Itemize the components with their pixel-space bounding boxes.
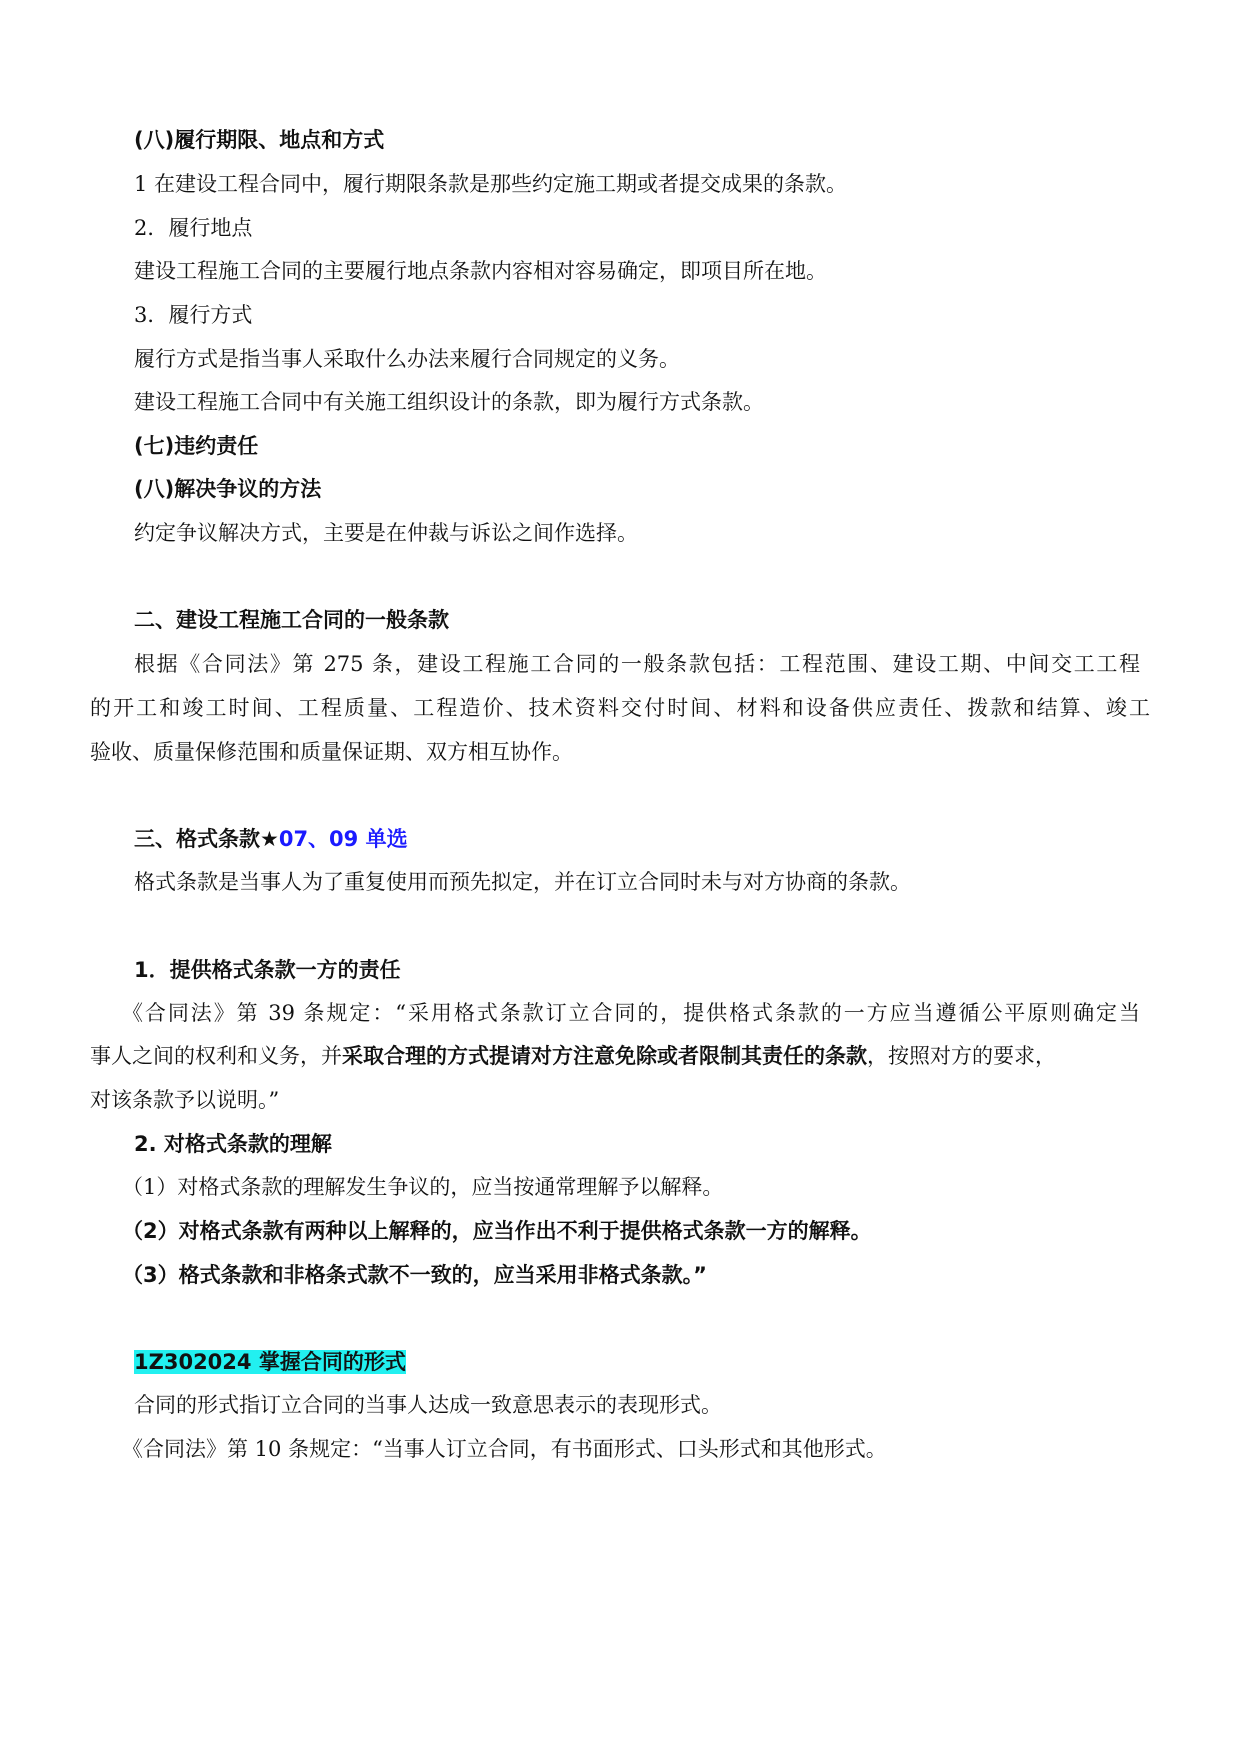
section-heading: (七)违约责任 — [134, 434, 259, 458]
paragraph-line: 对该条款予以说明。” — [90, 1088, 280, 1112]
list-item: （1）对格式条款的理解发生争议的，应当按通常理解予以解释。 — [122, 1175, 724, 1199]
paragraph-line: 根据《合同法》第 275 条，建设工程施工合同的一般条款包括：工程范围、建设工期、中间交工工程 — [134, 652, 1140, 676]
list-item: （2）对格式条款有两种以上解释的，应当作出不利于提供格式条款一方的解释。 — [122, 1219, 872, 1243]
text-segment: ，按照对方的要求， — [867, 1044, 1056, 1068]
section-heading: 2. 对格式条款的理解 — [134, 1132, 332, 1156]
paragraph: 格式条款是当事人为了重复使用而预先拟定，并在订立合同时未与对方协商的条款。 — [134, 870, 911, 894]
paragraph-line: 《合同法》第 39 条规定：“采用格式条款订立合同的，提供格式条款的一方应当遵循公平原则确定当 — [122, 1001, 1140, 1025]
section-heading: 1．提供格式条款一方的责任 — [134, 958, 401, 982]
section-heading: (八)履行期限、地点和方式 — [134, 128, 385, 152]
paragraph: 3．履行方式 — [134, 303, 253, 327]
paragraph: 建设工程施工合同的主要履行地点条款内容相对容易确定，即项目所在地。 — [134, 259, 827, 283]
section-heading: 二、建设工程施工合同的一般条款 — [134, 608, 449, 632]
section-heading: (八)解决争议的方法 — [134, 477, 322, 501]
section-heading — [134, 825, 1144, 853]
list-item: （3）格式条款和非格条式款不一致的，应当采用非格式条款。” — [122, 1263, 707, 1287]
section-heading — [134, 1348, 1144, 1376]
exam-tag: 07、09 单选 — [278, 827, 408, 851]
paragraph-line: 的开工和竣工时间、工程质量、工程造价、技术资料交付时间、材料和设备供应责任、拨款和结算、竣工 — [90, 696, 1150, 720]
text-segment: 事人之间的权利和义务，并 — [90, 1044, 342, 1068]
heading-text: 三、格式条款★ — [134, 827, 279, 851]
paragraph: 合同的形式指订立合同的当事人达成一致意思表示的表现形式。 — [134, 1393, 722, 1417]
paragraph: 《合同法》第 10 条规定：“当事人订立合同，有书面形式、口头形式和其他形式。 — [122, 1437, 887, 1461]
paragraph: 2．履行地点 — [134, 216, 253, 240]
paragraph: 履行方式是指当事人采取什么办法来履行合同规定的义务。 — [134, 347, 680, 371]
emphasis-text: 采取合理的方式提请对方注意免除或者限制其责任的条款 — [342, 1044, 867, 1068]
highlighted-heading: 1Z302024 掌握合同的形式 — [134, 1350, 406, 1374]
paragraph-line — [90, 1042, 1150, 1070]
paragraph: 1 在建设工程合同中，履行期限条款是那些约定施工期或者提交成果的条款。 — [134, 172, 848, 196]
paragraph-line: 验收、质量保修范围和质量保证期、双方相互协作。 — [90, 740, 573, 764]
paragraph: 约定争议解决方式，主要是在仲裁与诉讼之间作选择。 — [134, 521, 638, 545]
paragraph: 建设工程施工合同中有关施工组织设计的条款，即为履行方式条款。 — [134, 390, 764, 414]
